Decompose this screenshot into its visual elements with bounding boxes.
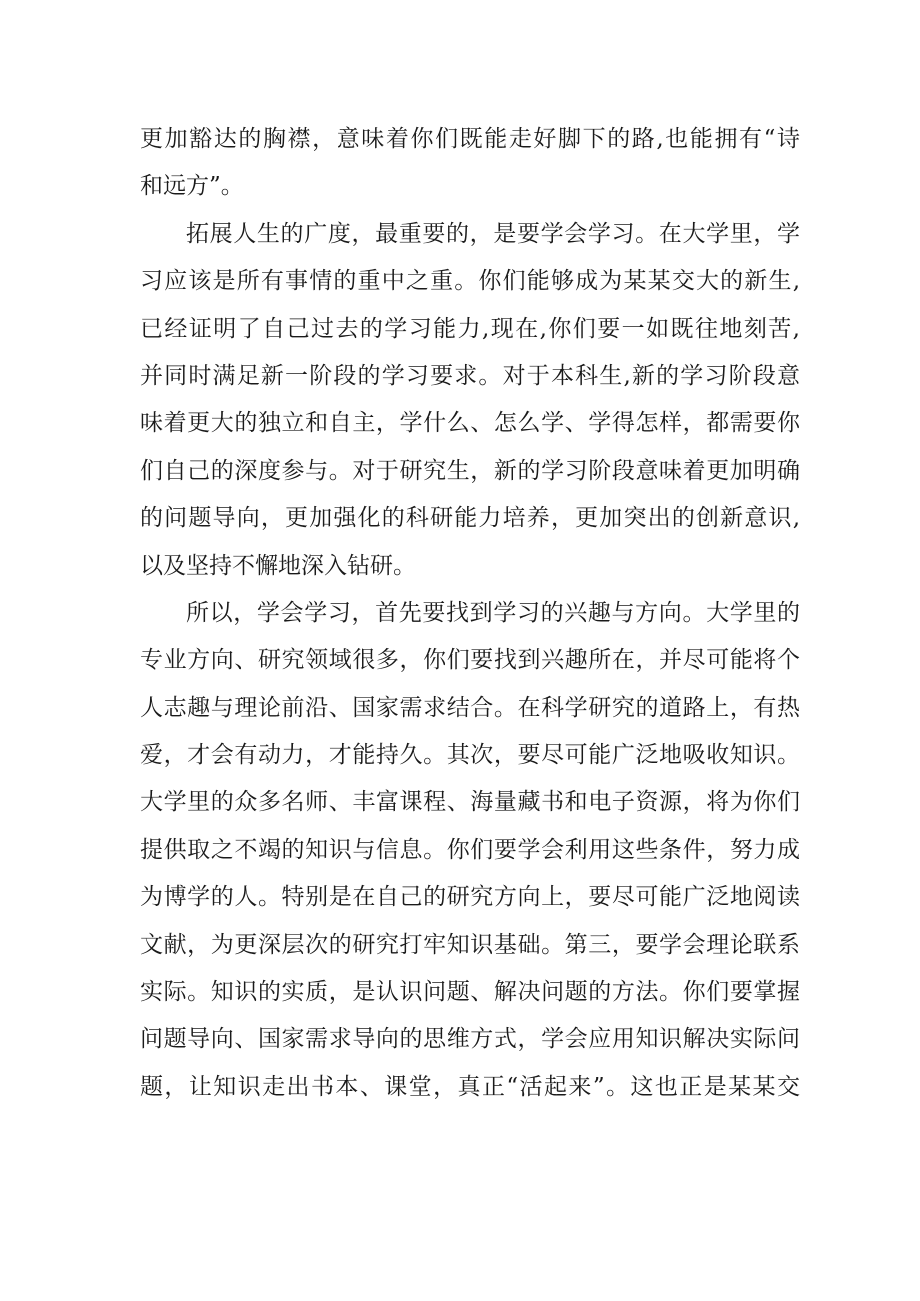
text-line: 人志趣与理论前沿、国家需求结合。在科学研究的道路上，有热 [140,694,800,721]
text-line: 大学里的众多名师、丰富课程、海量藏书和电子资源，将为你们 [140,789,800,816]
text-line: 更加豁达的胸襟，意味着你们既能走好脚下的路,也能拥有“诗 [140,126,800,152]
text-line: 习应该是所有事情的重中之重。你们能够成为某某交大的新生, [140,268,800,295]
text-line: 题，让知识走出书本、课堂，真正“活起来”。这也正是某某交 [140,1073,800,1100]
text-line: 以及坚持不懈地深入钻研。 [140,552,416,579]
text-line: 为博学的人。特别是在自己的研究方向上，要尽可能广泛地阅读 [140,884,800,911]
text-line: 爱，才会有动力，才能持久。其次，要尽可能广泛地吸收知识。 [140,742,800,769]
text-line: 和远方”。 [140,173,244,200]
paragraph-first-line: 所以，学会学习，首先要找到学习的兴趣与方向。大学里的 [186,599,800,626]
text-line: 提供取之不竭的知识与信息。你们要学会利用这些条件，努力成 [140,836,800,863]
text-line: 专业方向、研究领域很多，你们要找到兴趣所在，并尽可能将个 [140,647,800,674]
body-text [140,116,800,1111]
text-line: 问题导向、国家需求导向的思维方式，学会应用知识解决实际问 [140,1026,800,1053]
text-line: 的问题导向，更加强化的科研能力培养，更加突出的创新意识, [140,505,800,532]
text-line: 实际。知识的实质，是认识问题、解决问题的方法。你们要掌握 [140,979,800,1006]
paragraph-first-line: 拓展人生的广度，最重要的，是要学会学习。在大学里，学 [186,220,800,247]
text-line: 文献，为更深层次的研究打牢知识基础。第三，要学会理论联系 [140,931,800,958]
text-line: 已经证明了自己过去的学习能力,现在,你们要一如既往地刻苦, [140,315,800,342]
text-line: 味着更大的独立和自主，学什么、怎么学、学得怎样，都需要你 [140,410,800,437]
text-line: 们自己的深度参与。对于研究生，新的学习阶段意味着更加明确 [140,457,800,484]
text-line: 并同时满足新一阶段的学习要求。对于本科生,新的学习阶段意 [140,362,800,389]
